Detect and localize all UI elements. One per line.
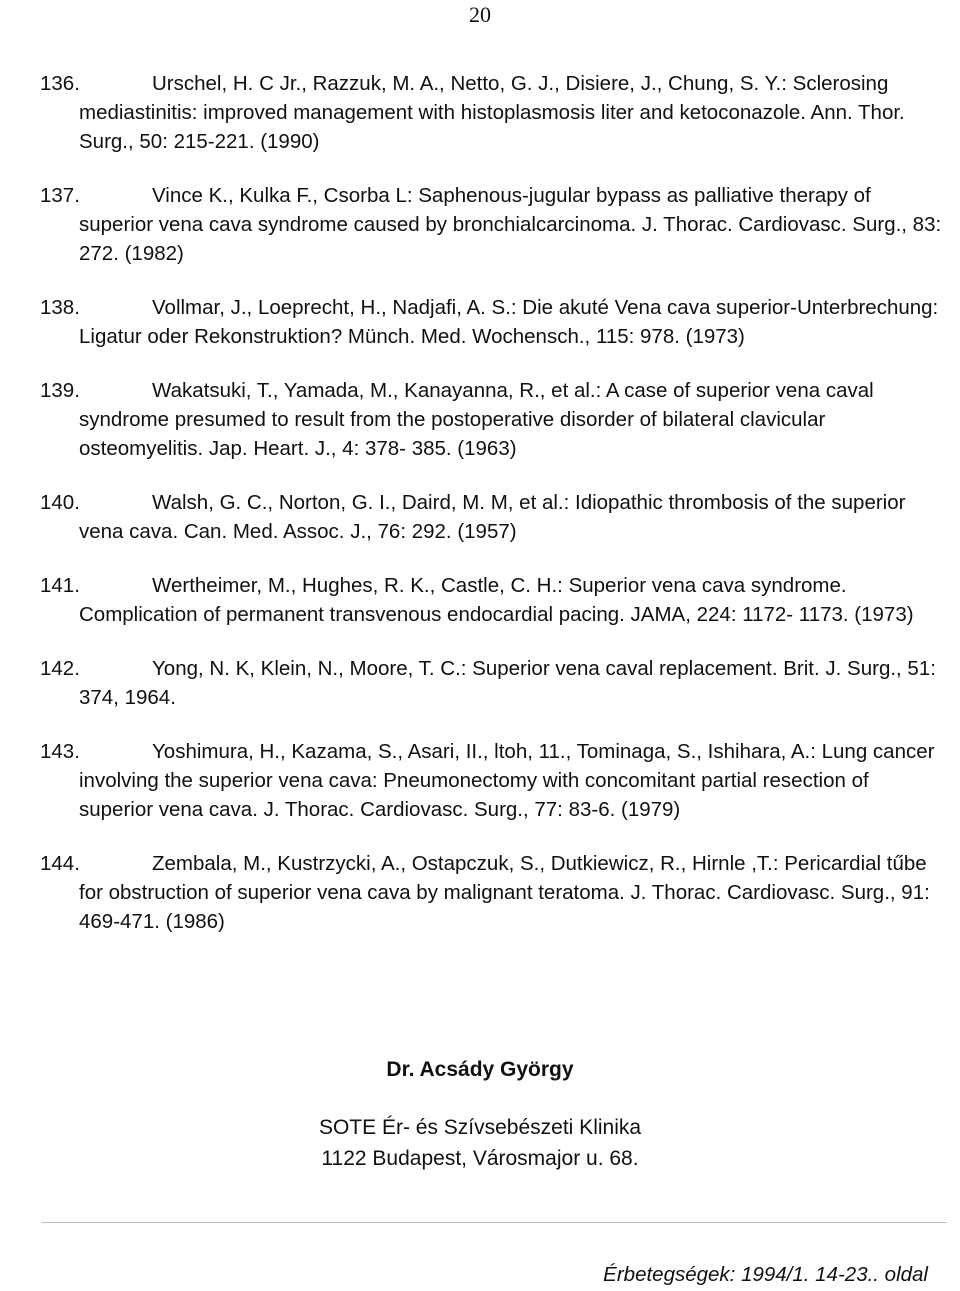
reference-text: Walsh, G. C., Norton, G. I., Daird, M. M, et al.: Idiopathic thrombosis of the superior vena cava. Can. Med. Assoc. J., 76: 292. (1957)	[79, 491, 906, 543]
reference-number: 141.	[40, 574, 80, 597]
reference-item	[40, 376, 945, 463]
reference-number: 144.	[40, 852, 80, 875]
reference-list	[40, 69, 945, 961]
reference-number: 136.	[40, 72, 80, 95]
reference-text: Wertheimer, M., Hughes, R. K., Castle, C. H.: Superior vena cava syndrome. Complication of permanent transvenous endocardial pacing. JAMA, 224: 1172- 1173. (1973)	[79, 574, 914, 626]
footer-divider	[42, 1222, 947, 1223]
reference-item	[40, 654, 945, 712]
reference-item	[40, 181, 945, 268]
author-institution: SOTE Ér- és Szívsebészeti Klinika	[318, 1116, 642, 1139]
reference-text: Yong, N. K, Klein, N., Moore, T. C.: Superior vena caval replacement. Brit. J. Surg., 51: 374, 1964.	[79, 657, 936, 709]
reference-number: 139.	[40, 379, 80, 402]
reference-number: 137.	[40, 184, 80, 207]
reference-item	[40, 849, 945, 936]
reference-text: Zembala, M., Kustrzycki, A., Ostapczuk, S., Dutkiewicz, R., Hirnle ,T.: Pericardial tűbe for obstruction of superior vena cava by malignant teratoma. J. Thorac. Cardiovasc. Surg., 91: 469-471. (1986)	[79, 852, 930, 933]
reference-text: Wakatsuki, T., Yamada, M., Kanayanna, R., et al.: A case of superior vena caval syndrome presumed to result from the postoperative disorder of bilateral clavicular osteomyelitis. Jap. Heart. J., 4: 378- 385. (1963)	[79, 379, 874, 460]
reference-item	[40, 293, 945, 351]
author-address: 1122 Budapest, Városmajor u. 68.	[321, 1147, 639, 1170]
reference-number: 143.	[40, 740, 80, 763]
reference-number: 140.	[40, 491, 80, 514]
reference-number: 138.	[40, 296, 80, 319]
footer-citation: Érbetegségek: 1994/1. 14-23.. oldal	[603, 1263, 928, 1286]
page-number: 20	[469, 2, 491, 27]
reference-text: Yoshimura, H., Kazama, S., Asari, II., ltoh, 11., Tominaga, S., Ishihara, A.: Lung cancer involving the superior vena cava: Pneumonectomy with concomitant partial resection of superior vena cava. J. Thorac. Cardiovasc. Surg., 77: 83-6. (1979)	[79, 740, 935, 821]
reference-item	[40, 571, 945, 629]
reference-text: Urschel, H. C Jr., Razzuk, M. A., Netto, G. J., Disiere, J., Chung, S. Y.: Sclerosing mediastinitis: improved management with histoplasmosis liter and ketoconazole. Ann. Thor. Surg., 50: 215-221. (1990)	[79, 72, 905, 153]
reference-item	[40, 488, 945, 546]
reference-item	[40, 69, 945, 156]
reference-text: Vince K., Kulka F., Csorba L: Saphenous-jugular bypass as palliative therapy of superior vena cava syndrome caused by bronchialcarcinoma. J. Thorac. Cardiovasc. Surg., 83: 272. (1982)	[79, 184, 942, 265]
reference-item	[40, 737, 945, 824]
reference-number: 142.	[40, 657, 80, 680]
author-name: Dr. Acsády György	[386, 1058, 574, 1081]
reference-text: Vollmar, J., Loeprecht, H., Nadjafi, A. S.: Die akuté Vena cava superior-Unterbrechung: Ligatur oder Rekonstruktion? Münch. Med. Wochensch., 115: 978. (1973)	[79, 296, 939, 348]
